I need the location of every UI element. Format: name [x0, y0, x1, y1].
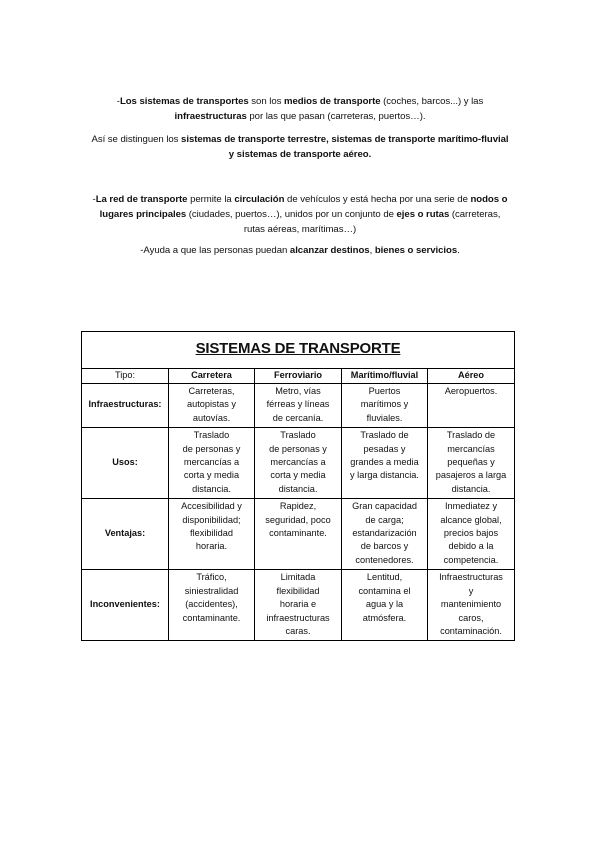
text-fragment: (ciudades, puertos…), unidos por un conjunto de: [186, 209, 397, 220]
cell-road: [169, 570, 255, 641]
header-rail: Ferroviario: [255, 369, 342, 384]
cell-line: mercancías a: [270, 457, 326, 468]
cell-line: atmósfera.: [362, 612, 407, 623]
cell-line: férreas y líneas: [266, 399, 330, 410]
text-fragment: permite la: [187, 194, 235, 205]
cell-line: competencia.: [443, 554, 499, 565]
cell-line: contenedores.: [355, 554, 414, 565]
cell-line: de carga;: [365, 514, 404, 525]
cell-line: Rapidez,: [279, 501, 317, 512]
cell-maritime: [342, 570, 428, 641]
cell-rail: [255, 384, 342, 428]
cell-line: siniestralidad: [184, 585, 239, 596]
transport-systems-table: [81, 331, 515, 641]
cell-line: Limitada: [280, 572, 316, 583]
cell-line: de personas y: [182, 443, 241, 454]
cell-line: infraestructuras: [266, 612, 330, 623]
cell-line: Puertos: [368, 386, 401, 396]
cell-line: contamina el: [358, 585, 411, 596]
cell-line: y larga distancia.: [350, 470, 419, 481]
cell-line: Tráfico,: [196, 572, 227, 583]
cell-line: distancia.: [451, 483, 491, 494]
cell-maritime: [342, 428, 428, 499]
cell-road: [169, 428, 255, 499]
cell-air: [428, 428, 515, 499]
header-air: Aéreo: [428, 369, 515, 384]
term-transport-means: medios de transporte: [283, 96, 381, 107]
cell-line: pasajeros a larga: [435, 470, 507, 481]
header-maritime: Marítimo/fluvial: [342, 369, 428, 384]
cell-line: corta y media: [183, 470, 240, 481]
paragraph-system-types: [80, 132, 520, 162]
cell-line: Metro, vías: [275, 386, 321, 396]
cell-line: de barcos y: [360, 541, 409, 552]
table-row: [82, 384, 515, 428]
cell-line: mantenimiento: [440, 599, 502, 610]
row-label: Infraestructuras:: [82, 384, 169, 428]
header-type: Tipo:: [82, 369, 169, 384]
cell-line: Traslado de: [446, 430, 496, 441]
cell-maritime: [342, 384, 428, 428]
cell-air: [428, 384, 515, 428]
cell-line: autovías.: [192, 412, 231, 423]
cell-line: Carreteras,: [188, 386, 235, 396]
cell-line: de cercanía.: [272, 412, 324, 423]
cell-line: distancia.: [192, 483, 231, 494]
table-row: [82, 428, 515, 499]
row-label: Usos:: [82, 428, 169, 499]
cell-line: agua y la: [365, 599, 404, 610]
cell-line: alcance global,: [440, 514, 502, 525]
cell-road: [169, 384, 255, 428]
cell-maritime: [342, 499, 428, 570]
term-circulation: circulación: [234, 194, 285, 205]
term-main-places: lugares principales: [99, 209, 187, 220]
cell-line: contaminante.: [269, 528, 327, 539]
table-header-row: [82, 369, 515, 384]
table-row: [82, 570, 515, 641]
cell-line: caros,: [458, 612, 484, 623]
text-fragment: por las que pasan (carreteras, puertos…).: [246, 111, 426, 122]
cell-line: autopistas y: [186, 399, 237, 410]
cell-line: de personas y: [269, 443, 327, 454]
term-air-system: y sistemas de transporte aéreo.: [228, 149, 372, 160]
term-nodes: nodos o: [470, 194, 508, 205]
cell-line: Traslado: [280, 430, 316, 441]
cell-line: caras.: [285, 625, 311, 636]
term-infrastructures: infraestructuras: [174, 111, 247, 122]
cell-line: seguridad, poco: [265, 514, 331, 525]
text-fragment: Así se distinguen los: [91, 134, 182, 145]
table-title-cell: [82, 332, 515, 369]
cell-line: horaria e: [279, 599, 317, 610]
cell-line: flexibilidad: [190, 528, 233, 539]
paragraph-network-purpose: [80, 243, 520, 258]
cell-line: pequeñas y: [447, 457, 495, 468]
cell-rail: [255, 570, 342, 641]
cell-line: estandarización: [352, 528, 417, 539]
term-system-types: sistemas de transporte terrestre, sistemas de transporte marítimo-fluvial: [181, 134, 509, 145]
cell-line: horaria.: [195, 541, 228, 552]
cell-line: grandes a media: [350, 457, 419, 468]
text-fragment: .: [457, 245, 460, 256]
table-body: [82, 384, 515, 641]
cell-line: (accidentes),: [185, 599, 238, 610]
cell-line: precios bajos: [443, 528, 499, 539]
term-goods-services: bienes o servicios: [374, 245, 458, 256]
row-label: Inconvenientes:: [82, 570, 169, 641]
cell-line: contaminante.: [182, 612, 241, 623]
cell-line: flexibilidad: [276, 585, 320, 596]
term-axes-routes: ejes o rutas: [396, 209, 450, 220]
row-label: Ventajas:: [82, 499, 169, 570]
cell-line: Traslado: [193, 430, 230, 441]
text-fragment: de vehículos y está hecha por una serie de: [284, 194, 471, 205]
cell-line: mercancías a: [183, 457, 240, 468]
cell-line: disponibilidad;: [182, 514, 241, 525]
paragraph-transport-network: [80, 192, 520, 237]
intro-paragraph-systems: [80, 94, 520, 124]
cell-road: [169, 499, 255, 570]
dash: -: [116, 96, 120, 107]
term-transport-systems: Los sistemas de transportes: [119, 96, 249, 107]
cell-line: Lentitud,: [366, 572, 403, 583]
cell-line: y: [468, 585, 474, 596]
term-reach-destinations: alcanzar destinos: [289, 245, 370, 256]
cell-rail: [255, 428, 342, 499]
cell-line: pesadas y: [363, 443, 406, 454]
cell-line: debido a la: [448, 541, 494, 552]
header-road: Carretera: [169, 369, 255, 384]
cell-line: mercancías: [447, 443, 495, 454]
cell-line: Aeropuertos.: [444, 386, 498, 396]
text-fragment: (coches, barcos...) y las: [380, 96, 484, 107]
table-title: SISTEMAS DE TRANSPORTE: [195, 339, 401, 357]
cell-air: [428, 570, 515, 641]
cell-line: Infraestructuras: [439, 572, 503, 583]
cell-line: Inmediatez y: [444, 501, 498, 512]
cell-line: Traslado de: [360, 430, 409, 441]
cell-line: marítimos y: [360, 399, 409, 410]
text-fragment: son los: [248, 96, 284, 107]
dash: -: [92, 194, 96, 205]
text-fragment: -Ayuda a que las personas puedan: [140, 245, 290, 256]
cell-rail: [255, 499, 342, 570]
text-fragment: (carreteras,: [449, 209, 501, 220]
cell-line: contaminación.: [440, 625, 502, 636]
cell-line: distancia.: [278, 483, 318, 494]
cell-line: Gran capacidad: [352, 501, 417, 512]
table-row: [82, 499, 515, 570]
cell-line: corta y media: [270, 470, 326, 481]
text-fragment: rutas aéreas, marítimas…): [243, 224, 357, 235]
cell-line: fluviales.: [366, 412, 403, 423]
text-fragment: ,: [369, 245, 375, 256]
cell-line: Accesibilidad y: [181, 501, 242, 512]
term-transport-network: La red de transporte: [95, 194, 188, 205]
cell-air: [428, 499, 515, 570]
